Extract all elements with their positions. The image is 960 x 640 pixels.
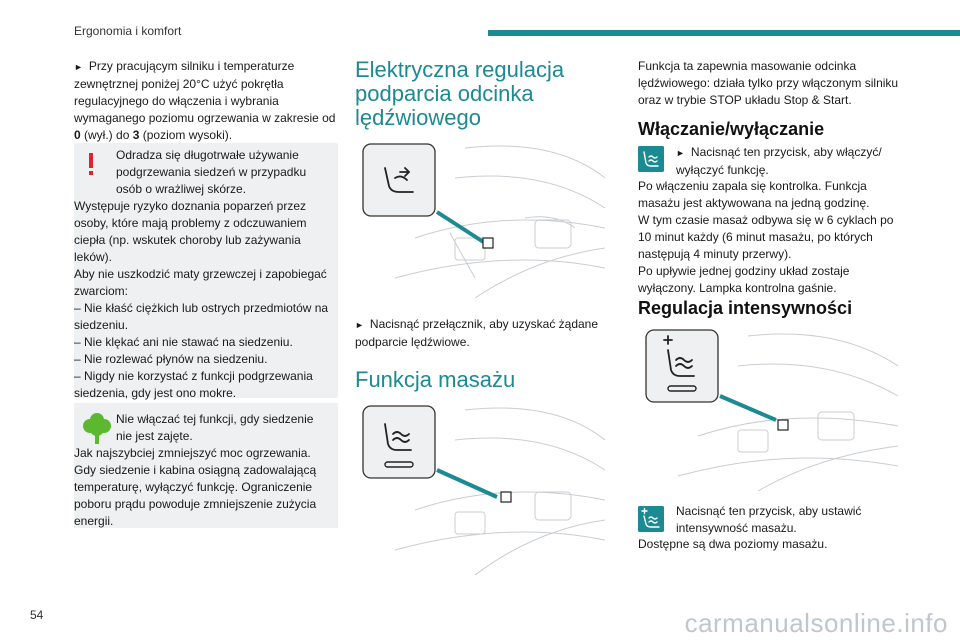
on-off-line: W tym czasie masaż odbywa się w 6 cyklach po 10 minut każdy (6 minut masażu, po których następują 4 minuty przerwy). [638,213,894,261]
section-header: Ergonomia i komfort [74,24,182,38]
arrow-icon: ► [676,148,685,158]
header-accent-bar [488,30,960,36]
heading-on-off: Włączanie/wyłączanie [638,119,825,139]
arrow-icon: ► [355,320,364,330]
page-number: 54 [30,608,44,622]
on-off-line: Po upływie jednej godziny układ zostaje wyłączony. Lampka kontrolna gaśnie. [638,264,850,295]
eco-tip-text [74,411,330,530]
warning-line: – Nie rozlewać płynów na siedzeniu. [74,352,268,366]
warning-line: Odradza się długotrwałe używanie podgrzewania siedzeń w przypadku osób o wrażliwej skórze. [116,148,307,196]
eco-tip-box [74,403,338,528]
heading-massage: Funkcja masażu [355,367,516,392]
intensity-instruction: Nacisnąć ten przycisk, aby ustawić intensywność masażu. [676,504,862,535]
intensity-note: Dostępne są dwa poziomy masażu. [638,537,828,551]
intensity-switch-illustration [638,326,903,491]
lumbar-instruction-text: Nacisnąć przełącznik, aby uzyskać żądane podparcie lędźwiowe. [355,317,599,349]
on-off-instruction [676,144,904,179]
massage-on-off-icon [638,146,664,172]
intro-text-2: (wył.) do [80,128,133,142]
eco-line: Nie włączać tej funkcji, gdy siedzenie nie jest zajęte. [116,412,314,443]
on-off-details [638,178,903,297]
level-min: 0 [74,128,81,142]
warning-text [74,147,330,402]
heading-lumbar: Elektryczna regulacja podparcia odcinka lędźwiowego [355,57,565,130]
on-off-line: Po włączeniu zapala się kontrolka. Funkcja masażu jest aktywowana na jedną godzinę. [638,179,870,210]
on-off-instruction-text: Nacisnąć ten przycisk, aby włączyć/ wyłączyć funkcję. [676,145,882,177]
intro-text-3: (poziom wysoki). [139,128,233,142]
massage-switch-illustration [355,400,610,575]
eco-line: Jak najszybciej zmniejszyć moc ogrzewania. Gdy siedzenie i kabina osiągną zadowalającą temperaturę, wyłączyć funkcję. Ograniczenie poboru prądu powoduje zmniejszenie zużycia energii. [74,446,317,528]
massage-intensity-icon [638,506,664,532]
intro-text: Przy pracującym silniku i temperaturze zewnętrznej poniżej 20°C użyć pokrętła regulacyjnego do włączenia i wybrania wymaganego poziomu ogrzewania w zakresie od [74,59,336,125]
warning-line: – Nigdy nie korzystać z funkcji podgrzewania siedzenia, gdy jest ono mokre. [74,369,313,400]
arrow-icon: ► [74,62,83,72]
level-max: 3 [132,128,140,142]
watermark: carmanualsonline.info [684,608,948,638]
warning-line: Aby nie uszkodzić maty grzewczej i zapobiegać zwarciom: [74,267,327,298]
warning-line: Występuje ryzyko doznania poparzeń przez osoby, które mają problemy z odczuwaniem ciepła (np. wskutek choroby lub zażywania leków). [74,199,307,264]
heading-intensity: Regulacja intensywności [638,298,853,318]
col1-intro [74,58,338,144]
lumbar-instruction [355,316,610,351]
warning-box [74,143,338,398]
lumbar-switch-illustration [355,138,610,298]
warning-line: – Nie kłaść ciężkich lub ostrych przedmiotów na siedzeniu. [74,301,329,332]
massage-intro: Funkcja ta zapewnia masowanie odcinka lędźwiowego: działa tylko przy włączonym silniku oraz w trybie STOP układu Stop & Start. [638,59,899,107]
warning-line: – Nie klękać ani nie stawać na siedzeniu. [74,335,293,349]
